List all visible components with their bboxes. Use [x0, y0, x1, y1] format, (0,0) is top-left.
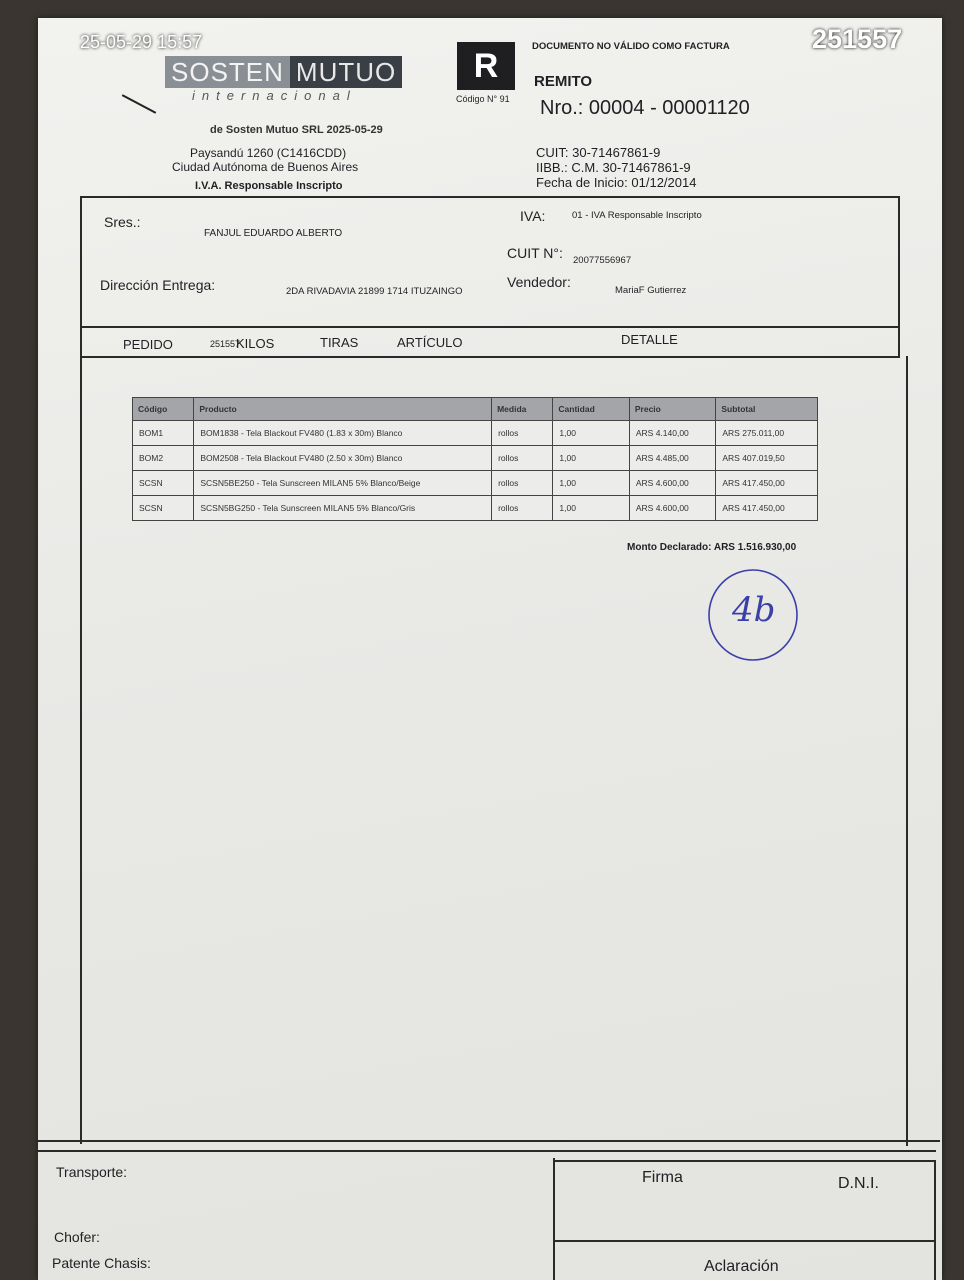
chofer-label: Chofer: [54, 1229, 100, 1245]
cell: ARS 4.600,00 [629, 496, 716, 521]
footer-second-line [36, 1150, 936, 1152]
cell: rollos [492, 421, 553, 446]
columns-bar [80, 324, 900, 358]
address-value: 2DA RIVADAVIA 21899 1714 ITUZAINGO [286, 286, 463, 297]
total-amount: Monto Declarado: ARS 1.516.930,00 [627, 542, 797, 553]
cell: SCSN5BE250 - Tela Sunscreen MILAN5 5% Blanco/Beige [194, 471, 492, 496]
footer-top-line [36, 1140, 940, 1142]
overlapping-text: de Sosten Mutuo SRL 2025-05-29 [210, 124, 383, 136]
table-header-row [133, 398, 818, 421]
body-left-border [80, 356, 82, 1144]
customer-box [80, 196, 900, 328]
company-address2: Ciudad Autónoma de Buenos Aires [172, 160, 359, 174]
cuit-label: CUIT N°: [507, 245, 563, 261]
doc-type: REMITO [534, 73, 593, 90]
cell: ARS 417.450,00 [716, 471, 818, 496]
col-tiras: TIRAS [320, 335, 359, 350]
th-subtotal: Subtotal [716, 398, 818, 421]
patente-label: Patente Chasis: [52, 1255, 151, 1271]
th-precio: Precio [629, 398, 716, 421]
customer-name: FANJUL EDUARDO ALBERTO [204, 228, 343, 239]
table-row [133, 471, 818, 496]
col-detalle: DETALLE [621, 332, 678, 347]
iva-value: 01 - IVA Responsable Inscripto [572, 210, 702, 221]
firma-label: Firma [642, 1169, 683, 1186]
seller-value: MariaF Gutierrez [615, 285, 687, 296]
logo-part2: MUTUO [290, 56, 402, 88]
cell: ARS 4.140,00 [629, 421, 716, 446]
cell: BOM2508 - Tela Blackout FV480 (2.50 x 30m) Blanco [194, 446, 492, 471]
cell: BOM1838 - Tela Blackout FV480 (1.83 x 30m) Blanco [194, 421, 492, 446]
th-producto: Producto [194, 398, 492, 421]
company-iva: I.V.A. Responsable Inscripto [195, 180, 343, 192]
company-cuit: CUIT: 30-71467861-9 [536, 145, 661, 160]
signature-line [553, 1240, 936, 1242]
dni-label: D.N.I. [838, 1175, 879, 1192]
iva-label: IVA: [520, 208, 546, 224]
company-logo [165, 56, 397, 88]
seller-label: Vendedor: [507, 274, 571, 290]
cell: ARS 4.485,00 [629, 446, 716, 471]
logo-part1: SOSTEN [165, 56, 290, 88]
cell: BOM2 [133, 446, 194, 471]
cell: ARS 407.019,50 [716, 446, 818, 471]
cell: rollos [492, 446, 553, 471]
th-medida: Medida [492, 398, 553, 421]
company-address1: Paysandú 1260 (C1416CDD) [190, 146, 347, 160]
transporte-label: Transporte: [56, 1164, 128, 1180]
cell: rollos [492, 496, 553, 521]
doc-notice: DOCUMENTO NO VÁLIDO COMO FACTURA [532, 41, 730, 52]
cell: ARS 275.011,00 [716, 421, 818, 446]
table-row [133, 446, 818, 471]
logo-subtitle: internacional [192, 88, 357, 103]
body-right-border [906, 356, 908, 1146]
document-letter: R [457, 42, 515, 90]
cell: BOM1 [133, 421, 194, 446]
cell: ARS 4.600,00 [629, 471, 716, 496]
photo-timestamp: 25-05-29 15:57 [80, 32, 203, 52]
aclaracion-label: Aclaración [704, 1258, 779, 1275]
photo-number: 251557 [812, 24, 903, 54]
col-pedido: PEDIDO [123, 337, 173, 352]
cell: SCSN [133, 471, 194, 496]
cell: SCSN5BG250 - Tela Sunscreen MILAN5 5% Blanco/Gris [194, 496, 492, 521]
cell: 1,00 [553, 496, 629, 521]
cell: 1,00 [553, 446, 629, 471]
col-articulo: ARTÍCULO [397, 335, 463, 350]
th-codigo: Código [133, 398, 194, 421]
cell: rollos [492, 471, 553, 496]
cell: 1,00 [553, 421, 629, 446]
signature-box-top [553, 1160, 935, 1162]
address-label: Dirección Entrega: [100, 277, 216, 293]
cuit-value: 20077556967 [573, 255, 632, 266]
table-row [133, 421, 818, 446]
col-kilos: KILOS [236, 336, 275, 351]
letter-code: Código N° 91 [456, 94, 510, 104]
items-table [132, 397, 818, 521]
handwritten-note: 4b [732, 590, 776, 630]
company-start-date: Fecha de Inicio: 01/12/2014 [536, 175, 697, 190]
cell: 1,00 [553, 471, 629, 496]
signature-box-right [934, 1160, 936, 1280]
cell: ARS 417.450,00 [716, 496, 818, 521]
pedido-value: 251557 [210, 339, 241, 349]
doc-number: Nro.: 00004 - 00001120 [540, 97, 750, 119]
cell: SCSN [133, 496, 194, 521]
footer-divider [553, 1158, 555, 1280]
th-cantidad: Cantidad [553, 398, 629, 421]
company-iibb: IIBB.: C.M. 30-71467861-9 [536, 160, 691, 175]
sres-label: Sres.: [104, 214, 141, 230]
table-row [133, 496, 818, 521]
